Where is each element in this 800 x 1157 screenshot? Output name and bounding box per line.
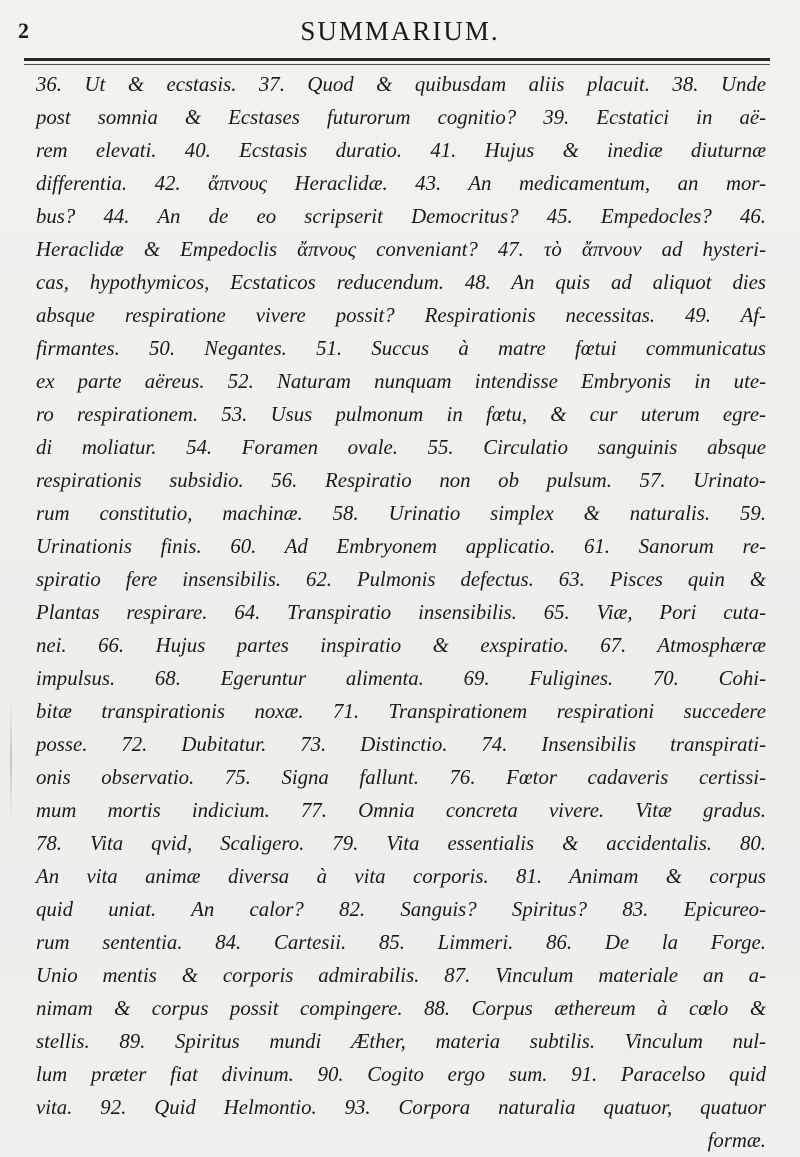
text-line: impulsus. 68. Egeruntur alimenta. 69. Fuligines. 70. Cohi- (36, 667, 766, 690)
text-line: differentia. 42. ἄπνους Heraclidæ. 43. An medicamentum, an mor- (36, 172, 766, 195)
margin-shadow (10, 700, 12, 820)
text-line: nei. 66. Hujus partes inspiratio & exspiratio. 67. Atmosphæræ (36, 634, 766, 657)
text-line: quid uniat. An calor? 82. Sanguis? Spiritus? 83. Epicureo- (36, 898, 766, 921)
running-head: SUMMARIUM. (300, 16, 500, 46)
text-line: Unio mentis & corporis admirabilis. 87. Vinculum materiale an a- (36, 964, 766, 987)
text-line: onis observatio. 75. Signa fallunt. 76. Fœtor cadaveris certissi- (36, 766, 766, 789)
text-line: posse. 72. Dubitatur. 73. Distinctio. 74. Insensibilis transpirati- (36, 733, 766, 756)
catchword: formæ. (707, 1129, 766, 1152)
text-line: nimam & corpus possit compingere. 88. Corpus æthereum à cœlo & (36, 997, 766, 1020)
text-line: Heraclidæ & Empedoclis ἄπνους conveniant? 47. τὸ ἄπνουν ad hysteri- (36, 238, 766, 261)
text-line: firmantes. 50. Negantes. 51. Succus à matre fœtui communicatus (36, 337, 766, 360)
page-number: 2 (18, 18, 30, 43)
text-line: spiratio fere insensibilis. 62. Pulmonis defectus. 63. Pisces quin & (36, 568, 766, 591)
text-line: mum mortis indicium. 77. Omnia concreta vivere. Vitæ gradus. (36, 799, 766, 822)
text-line: vita. 92. Quid Helmontio. 93. Corpora naturalia quatuor, quatuor (36, 1096, 766, 1119)
text-line: lum præter fiat divinum. 90. Cogito ergo sum. 91. Paracelso quid (36, 1063, 766, 1086)
summary-text (36, 68, 766, 1157)
text-line: bitæ transpirationis noxæ. 71. Transpirationem respirationi succedere (36, 700, 766, 723)
text-line: respirationis subsidio. 56. Respiratio non ob pulsum. 57. Urinato- (36, 469, 766, 492)
text-line: absque respiratione vivere possit? Respirationis necessitas. 49. Af- (36, 304, 766, 327)
text-line: rem elevati. 40. Ecstasis duratio. 41. Hujus & inediæ diuturnæ (36, 139, 766, 162)
text-line: di moliatur. 54. Foramen ovale. 55. Circulatio sanguinis absque (36, 436, 766, 459)
text-line: ex parte aëreus. 52. Naturam nunquam intendisse Embryonis in ute- (36, 370, 766, 393)
text-line: cas, hypothymicos, Ecstaticos reducendum. 48. An quis ad aliquot dies (36, 271, 766, 294)
text-line: Plantas respirare. 64. Transpiratio insensibilis. 65. Viæ, Pori cuta- (36, 601, 766, 624)
text-line: rum constitutio, machinæ. 58. Urinatio simplex & naturalis. 59. (36, 502, 766, 525)
text-line: stellis. 89. Spiritus mundi Æther, materia subtilis. Vinculum nul- (36, 1030, 766, 1053)
text-line: ro respirationem. 53. Usus pulmonum in fœtu, & cur uterum egre- (36, 403, 766, 426)
text-line: bus? 44. An de eo scripserit Democritus? 45. Empedocles? 46. (36, 205, 766, 228)
text-line: Urinationis finis. 60. Ad Embryonem applicatio. 61. Sanorum re- (36, 535, 766, 558)
text-line: rum sententia. 84. Cartesii. 85. Limmeri. 86. De la Forge. (36, 931, 766, 954)
text-line: post somnia & Ecstases futurorum cognitio? 39. Ecstatici in aë- (36, 106, 766, 129)
text-line: 36. Ut & ecstasis. 37. Quod & quibusdam aliis placuit. 38. Unde (36, 73, 766, 96)
text-line: 78. Vita qvid, Scaligero. 79. Vita essentialis & accidentalis. 80. (36, 832, 766, 855)
text-line: An vita animæ diversa à vita corporis. 81. Animam & corpus (36, 865, 766, 888)
header-rule-thin (24, 64, 770, 65)
header-rule-thick (24, 58, 770, 61)
